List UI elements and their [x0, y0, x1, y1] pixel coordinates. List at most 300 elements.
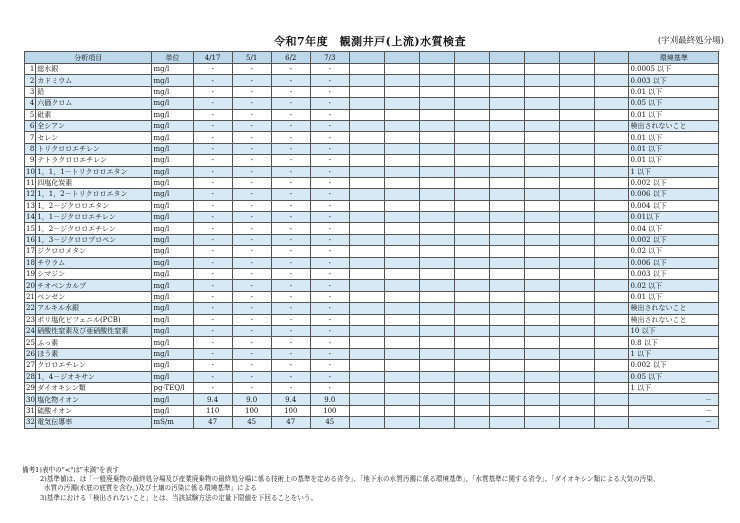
unit-cell: mS/m: [152, 417, 193, 428]
empty-cell: [454, 200, 489, 211]
analysis-item: 四塩化炭素: [36, 177, 152, 188]
empty-cell: [454, 269, 489, 280]
table-row: [25, 382, 719, 393]
empty-cell: [384, 155, 419, 166]
value-cell: -: [310, 314, 349, 325]
empty-cell: [489, 314, 524, 325]
value-cell: -: [232, 348, 271, 359]
empty-cell: [349, 291, 384, 302]
value-cell: 110: [193, 405, 232, 416]
row-number: 25: [26, 338, 35, 347]
empty-cell: [454, 394, 489, 405]
empty-cell: [524, 234, 559, 245]
value-cell: -: [271, 98, 310, 109]
empty-cell: [419, 120, 454, 131]
value-cell: -: [271, 257, 310, 268]
empty-cell: [524, 291, 559, 302]
standard-cell: 0.0005 以下: [629, 64, 719, 75]
analysis-item: 1，1，1－トリクロロエタン: [36, 166, 152, 177]
value-cell: -: [232, 280, 271, 291]
value-cell: -: [232, 234, 271, 245]
value-cell: -: [271, 189, 310, 200]
unit-cell: mg/l: [152, 291, 193, 302]
empty-cell: [594, 200, 629, 211]
unit-cell: mg/l: [152, 86, 193, 97]
row-number: 8: [25, 143, 36, 154]
value-cell: -: [193, 360, 232, 371]
table-row: [25, 280, 719, 291]
unit-cell: mg/l: [152, 348, 193, 359]
value-cell: -: [232, 223, 271, 234]
standard-cell: 0.01 以下: [629, 291, 719, 302]
standard-cell: 0.01 以下: [629, 143, 719, 154]
value-cell: -: [193, 98, 232, 109]
table-row: [25, 303, 719, 314]
value-cell: -: [310, 246, 349, 257]
table-row: [25, 109, 719, 120]
empty-cell: [419, 257, 454, 268]
empty-cell: [349, 269, 384, 280]
empty-cell: [419, 337, 454, 348]
empty-cell: [559, 132, 594, 143]
empty-cell: [454, 360, 489, 371]
analysis-item: カドミウム: [36, 75, 152, 86]
value-cell: -: [232, 109, 271, 120]
empty-cell: [384, 257, 419, 268]
standard-cell: 1 以下: [629, 166, 719, 177]
value-cell: -: [271, 280, 310, 291]
standard-cell: 0.05 以下: [629, 371, 719, 382]
analysis-item: ダイオキシン類: [36, 382, 152, 393]
analysis-item: 砒素: [36, 109, 152, 120]
standard-cell: 0.01 以下: [629, 132, 719, 143]
value-cell: -: [232, 155, 271, 166]
value-cell: -: [193, 246, 232, 257]
empty-cell: [384, 120, 419, 131]
empty-cell: [454, 257, 489, 268]
empty-cell: [349, 143, 384, 154]
page-title: 令和7年度 観測井戸(上流)水質検査: [273, 35, 467, 48]
empty-cell: [489, 325, 524, 336]
empty-cell: [419, 303, 454, 314]
standard-cell: 0.02 以下: [629, 246, 719, 257]
row-number: 24: [26, 327, 35, 336]
value-cell: -: [271, 303, 310, 314]
analysis-item: 1，4－ジオキサン: [36, 371, 152, 382]
table-row: [25, 132, 719, 143]
header-empty: [489, 52, 524, 64]
empty-cell: [349, 303, 384, 314]
analysis-item: ほう素: [36, 348, 152, 359]
empty-cell: [489, 269, 524, 280]
row-number: 12: [26, 190, 35, 199]
empty-cell: [559, 109, 594, 120]
table-row: [25, 405, 719, 416]
empty-cell: [419, 86, 454, 97]
value-cell: -: [310, 132, 349, 143]
unit-cell: mg/l: [152, 200, 193, 211]
empty-cell: [559, 234, 594, 245]
value-cell: -: [310, 325, 349, 336]
table-row: [25, 177, 719, 188]
note-line: 3)基準における「検出されないこと」とは、当該試験方法の定量下限値を下回ることをいう。: [40, 493, 318, 502]
unit-cell: mg/l: [152, 120, 193, 131]
value-cell: -: [193, 280, 232, 291]
empty-cell: [524, 189, 559, 200]
row-number: 1: [25, 64, 36, 75]
value-cell: 9.4: [271, 394, 310, 405]
analysis-item: 全シアン: [36, 120, 152, 131]
empty-cell: [384, 86, 419, 97]
row-number: 18: [26, 258, 35, 267]
standard-cell: 0.002 以下: [629, 234, 719, 245]
row-number: 6: [25, 120, 36, 131]
analysis-item: 総水銀: [36, 64, 152, 75]
empty-cell: [524, 360, 559, 371]
table-row: [25, 234, 719, 245]
row-number: 17: [26, 247, 35, 256]
empty-cell: [524, 109, 559, 120]
empty-cell: [524, 246, 559, 257]
empty-cell: [594, 98, 629, 109]
empty-cell: [594, 303, 629, 314]
value-cell: -: [232, 246, 271, 257]
empty-cell: [594, 75, 629, 86]
table-row: [25, 371, 719, 382]
table-row: [25, 257, 719, 268]
unit-cell: mg/l: [152, 360, 193, 371]
empty-cell: [489, 234, 524, 245]
empty-cell: [559, 212, 594, 223]
standard-cell: 0.01 以下: [629, 155, 719, 166]
empty-cell: [454, 155, 489, 166]
empty-cell: [489, 189, 524, 200]
value-cell: -: [193, 75, 232, 86]
value-cell: -: [232, 325, 271, 336]
empty-cell: [524, 223, 559, 234]
empty-cell: [419, 177, 454, 188]
empty-cell: [559, 405, 594, 416]
empty-cell: [454, 86, 489, 97]
empty-cell: [524, 120, 559, 131]
empty-cell: [349, 86, 384, 97]
value-cell: 45: [232, 417, 271, 428]
row-number: 11: [26, 179, 35, 188]
empty-cell: [594, 223, 629, 234]
value-cell: -: [232, 337, 271, 348]
empty-cell: [384, 200, 419, 211]
unit-cell: mg/l: [152, 75, 193, 86]
header-empty: [454, 52, 489, 64]
value-cell: -: [271, 223, 310, 234]
empty-cell: [454, 177, 489, 188]
value-cell: 100: [232, 405, 271, 416]
empty-cell: [384, 314, 419, 325]
empty-cell: [349, 337, 384, 348]
value-cell: -: [232, 75, 271, 86]
row-number: 10: [26, 167, 35, 176]
empty-cell: [419, 132, 454, 143]
empty-cell: [559, 120, 594, 131]
row-number: 29: [26, 384, 35, 393]
empty-cell: [594, 234, 629, 245]
value-cell: -: [193, 86, 232, 97]
analysis-item: ベンゼン: [36, 291, 152, 302]
empty-cell: [489, 348, 524, 359]
empty-cell: [524, 166, 559, 177]
header-empty: [419, 52, 454, 64]
empty-cell: [489, 257, 524, 268]
unit-cell: mg/l: [152, 405, 193, 416]
empty-cell: [594, 360, 629, 371]
empty-cell: [524, 280, 559, 291]
empty-cell: [349, 234, 384, 245]
empty-cell: [454, 189, 489, 200]
value-cell: -: [193, 64, 232, 75]
value-cell: -: [310, 75, 349, 86]
empty-cell: [559, 64, 594, 75]
value-cell: -: [193, 234, 232, 245]
empty-cell: [594, 246, 629, 257]
empty-cell: [349, 325, 384, 336]
row-number: 23: [26, 315, 35, 324]
empty-cell: [594, 132, 629, 143]
value-cell: -: [310, 155, 349, 166]
empty-cell: [349, 348, 384, 359]
empty-cell: [419, 98, 454, 109]
empty-cell: [594, 269, 629, 280]
standard-cell: 検出されないこと: [629, 314, 719, 325]
value-cell: -: [232, 98, 271, 109]
value-cell: -: [271, 120, 310, 131]
row-number: 14: [26, 213, 35, 222]
empty-cell: [419, 325, 454, 336]
value-cell: -: [232, 177, 271, 188]
value-cell: -: [310, 303, 349, 314]
empty-cell: [384, 189, 419, 200]
empty-cell: [384, 303, 419, 314]
value-cell: -: [271, 86, 310, 97]
value-cell: -: [271, 337, 310, 348]
analysis-item: 硫酸イオン: [36, 405, 152, 416]
empty-cell: [524, 257, 559, 268]
analysis-item: 塩化物イオン: [36, 394, 152, 405]
analysis-item: ふっ素: [36, 337, 152, 348]
analysis-item: 1，2－ジクロロエチレン: [36, 223, 152, 234]
table-row: [25, 166, 719, 177]
table-body: [25, 64, 719, 429]
unit-cell: mg/l: [152, 314, 193, 325]
table-row: [25, 64, 719, 75]
value-cell: -: [232, 257, 271, 268]
value-cell: -: [310, 177, 349, 188]
value-cell: -: [310, 382, 349, 393]
value-cell: 47: [193, 417, 232, 428]
empty-cell: [419, 360, 454, 371]
value-cell: -: [232, 371, 271, 382]
value-cell: -: [310, 143, 349, 154]
empty-cell: [384, 223, 419, 234]
header-date: 4/17: [193, 52, 232, 64]
empty-cell: [454, 109, 489, 120]
value-cell: -: [310, 291, 349, 302]
unit-cell: mg/l: [152, 143, 193, 154]
empty-cell: [524, 325, 559, 336]
empty-cell: [559, 314, 594, 325]
analysis-item: 1，1－ジクロロエチレン: [36, 212, 152, 223]
empty-cell: [559, 223, 594, 234]
empty-cell: [524, 371, 559, 382]
empty-cell: [594, 155, 629, 166]
empty-cell: [559, 189, 594, 200]
empty-cell: [559, 303, 594, 314]
row-number: 21: [26, 293, 35, 301]
value-cell: -: [232, 143, 271, 154]
empty-cell: [349, 360, 384, 371]
empty-cell: [349, 189, 384, 200]
row-number: 3: [25, 86, 36, 97]
analysis-item: トリクロロエチレン: [36, 143, 152, 154]
row-number: 31: [26, 406, 35, 415]
analysis-item: クロロエチレン: [36, 360, 152, 371]
empty-cell: [559, 269, 594, 280]
empty-cell: [489, 143, 524, 154]
row-number: 28: [26, 372, 35, 381]
empty-cell: [524, 155, 559, 166]
table-row: [25, 348, 719, 359]
value-cell: -: [271, 382, 310, 393]
empty-cell: [454, 371, 489, 382]
unit-cell: pg-TEQ/l: [152, 382, 193, 393]
empty-cell: [419, 223, 454, 234]
header-empty: [349, 52, 384, 64]
header-empty: [559, 52, 594, 64]
notes: [22, 466, 722, 503]
standard-cell: 0.003 以下: [629, 75, 719, 86]
empty-cell: [524, 86, 559, 97]
value-cell: -: [271, 269, 310, 280]
empty-cell: [419, 417, 454, 428]
row-number: 19: [26, 270, 35, 279]
empty-cell: [489, 120, 524, 131]
row-number: 15: [26, 224, 35, 233]
unit-cell: mg/l: [152, 109, 193, 120]
value-cell: -: [193, 166, 232, 177]
value-cell: -: [232, 200, 271, 211]
empty-cell: [524, 64, 559, 75]
empty-cell: [524, 348, 559, 359]
empty-cell: [559, 382, 594, 393]
value-cell: -: [232, 86, 271, 97]
empty-cell: [559, 246, 594, 257]
value-cell: -: [232, 64, 271, 75]
value-cell: -: [232, 314, 271, 325]
value-cell: -: [310, 64, 349, 75]
empty-cell: [524, 314, 559, 325]
empty-cell: [454, 314, 489, 325]
header-standard: 環境基準: [629, 52, 719, 64]
analysis-item: チウラム: [36, 257, 152, 268]
standard-cell: 0.002 以下: [629, 360, 719, 371]
empty-cell: [384, 382, 419, 393]
value-cell: -: [193, 143, 232, 154]
value-cell: -: [271, 200, 310, 211]
empty-cell: [489, 337, 524, 348]
value-cell: -: [271, 212, 310, 223]
empty-cell: [454, 405, 489, 416]
value-cell: -: [193, 120, 232, 131]
standard-cell: 0.004 以下: [629, 200, 719, 211]
empty-cell: [524, 143, 559, 154]
empty-cell: [559, 86, 594, 97]
empty-cell: [524, 417, 559, 428]
empty-cell: [559, 166, 594, 177]
analysis-item: 電気伝導率: [36, 417, 152, 428]
value-cell: -: [193, 291, 232, 302]
value-cell: -: [193, 223, 232, 234]
value-cell: -: [271, 109, 310, 120]
value-cell: -: [193, 382, 232, 393]
value-cell: -: [232, 132, 271, 143]
empty-cell: [524, 303, 559, 314]
empty-cell: [454, 348, 489, 359]
empty-cell: [489, 200, 524, 211]
value-cell: -: [193, 325, 232, 336]
unit-cell: mg/l: [152, 234, 193, 245]
empty-cell: [454, 417, 489, 428]
empty-cell: [454, 132, 489, 143]
empty-cell: [489, 75, 524, 86]
value-cell: -: [271, 371, 310, 382]
empty-cell: [524, 382, 559, 393]
empty-cell: [594, 337, 629, 348]
empty-cell: [384, 98, 419, 109]
empty-cell: [594, 212, 629, 223]
empty-cell: [384, 64, 419, 75]
analysis-item: ポリ塩化ビフェニル(PCB): [36, 314, 152, 325]
value-cell: -: [310, 337, 349, 348]
empty-cell: [384, 417, 419, 428]
empty-cell: [384, 75, 419, 86]
value-cell: -: [310, 189, 349, 200]
standard-cell: 1 以下: [629, 382, 719, 393]
empty-cell: [384, 246, 419, 257]
empty-cell: [594, 257, 629, 268]
value-cell: -: [232, 291, 271, 302]
unit-cell: mg/l: [152, 155, 193, 166]
row-number: 9: [25, 155, 36, 166]
value-cell: -: [310, 348, 349, 359]
empty-cell: [454, 303, 489, 314]
empty-cell: [349, 257, 384, 268]
empty-cell: [524, 98, 559, 109]
analysis-item: 鉛: [36, 86, 152, 97]
value-cell: -: [193, 132, 232, 143]
value-cell: 9.0: [232, 394, 271, 405]
empty-cell: [594, 143, 629, 154]
header-empty: [524, 52, 559, 64]
unit-cell: mg/l: [152, 394, 193, 405]
value-cell: -: [271, 143, 310, 154]
empty-cell: [594, 371, 629, 382]
empty-cell: [349, 405, 384, 416]
standard-cell: 検出されないこと: [629, 303, 719, 314]
row-number: 7: [25, 132, 36, 143]
value-cell: -: [310, 166, 349, 177]
row-number: 26: [26, 349, 35, 358]
empty-cell: [384, 360, 419, 371]
empty-cell: [349, 64, 384, 75]
